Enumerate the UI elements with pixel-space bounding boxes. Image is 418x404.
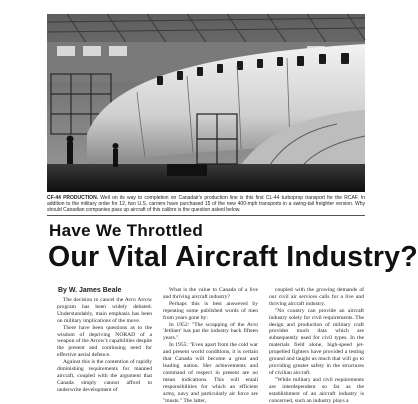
paragraph: coupled with the growing demands of our civil air services calls for a live and thriving aircraft industry. [269,287,364,307]
paragraph: In 1955: "Even apart from the cold war and present world conditions, it is certain that Canada will become a great and leading nation. Her achievements and command of respect in present are no mean indications. This will entail responsibilities for which an efficient army, navy and particularly air force are "musts." The latter, [163,342,258,404]
paragraph: Against this is the contention of rapidly diminishing requirements for manned aircraft, coupled with the argument that Canada simply cannot afford to underwrite development of [57,359,152,393]
paragraph: The decision to cancel the Avro Arrow program has been widely debated. Understandably, main emphasis has been on military implications of the move. [57,297,152,324]
paragraph: In 1952: "The scrapping of the Avro 'Jetliner' has put the industry back fifteen years." [163,321,258,342]
article-kicker: Have We Throttled [49,221,204,240]
article-column-1 [57,297,152,394]
paragraph: There have been questions as to the wisdom of depriving NORAD of a weapon of the Arrow's capabilities despite the present and continuing need for effective aerial defence. [57,324,152,359]
paragraph: "No country can provide an aircraft industry solely for civil requirements. The design and production of military craft provides much data which are subsequently used for civil types. In the materials field alone, high-speed jet-propelled fighters have provided a testing ground and taught us much that will go to providing greater safety in the structures of civilian aircraft. [269,307,364,376]
top-divider [47,215,365,216]
article-headline: Our Vital Aircraft Industry? [48,241,418,273]
caption-lead: CF-44 PRODUCTION. [47,195,99,201]
paragraph: What is the value to Canada of a live and thriving aircraft industry? [163,287,258,300]
paragraph: Perhaps this is best answered by repeating some published words of men from years gone by: [163,300,258,321]
article-column-2 [163,287,258,404]
article-byline: By W. James Beale [58,287,122,294]
production-line-photo [47,14,365,192]
article-column-3 [269,287,364,404]
paragraph: "While military and civil requirements are interdependent so far as the establishment of an aircraft industry is concerned, such an industry plays a [269,376,364,404]
caption-text: Well on its way to completion on Canadair's production line is this first CL-44 turboprop transport for the RCAF. In addition to the military order for 12, two U.S. carriers have purchased 15 of the new 400-mph transports in a swing-tail freighter version. Why should Canadian companies pass up aircraft of this calibre is the question asked below. [47,195,366,214]
photo-caption [47,195,365,214]
